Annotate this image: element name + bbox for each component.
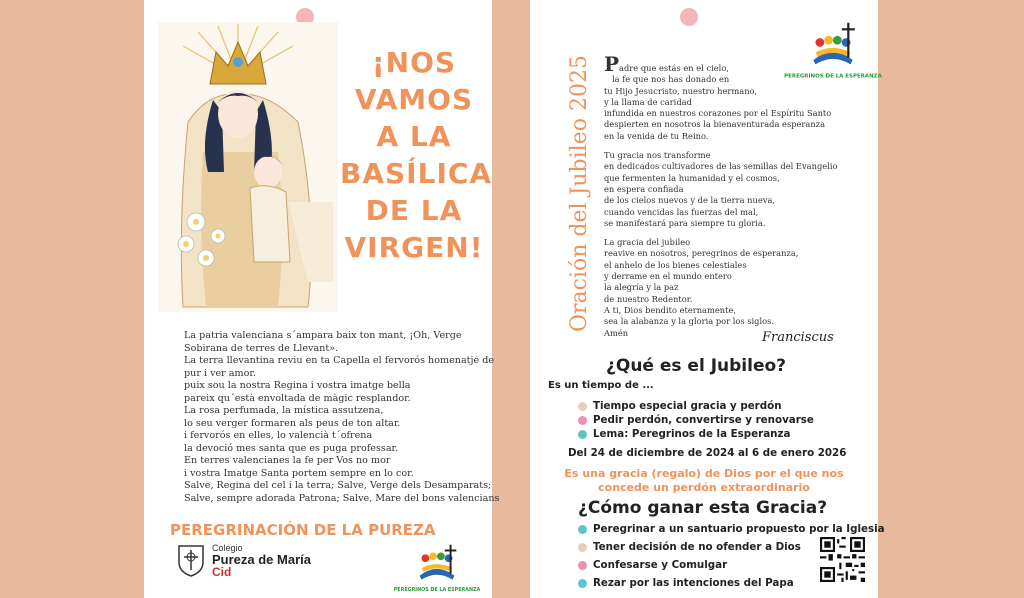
list-item	[578, 427, 814, 441]
list-item-text: Tener decisión de no ofender a Dios	[593, 541, 801, 553]
bullet-dot	[578, 561, 587, 570]
list-item	[578, 520, 885, 538]
headline-line: BASÍLICA	[340, 157, 493, 190]
list-item-text: Pedir perdón, convertirse y renovarse	[593, 414, 814, 426]
prayer-line: infundida en nuestros corazones por el Espíritu Santo	[604, 108, 832, 119]
prayer-line: en dedicados cultivadores de las semillas del Evangelio	[604, 161, 838, 172]
prayer-line: A ti, Dios bendito eternamente,	[604, 304, 736, 315]
pin-decoration	[680, 8, 698, 26]
list-item-text: Peregrinar a un santuario propuesto por la Iglesia	[593, 523, 885, 535]
prayer-line: Tu gracia nos transforme	[604, 150, 711, 161]
prayer-line: en espera confiada	[604, 183, 684, 194]
poem-line: Salve, sempre adorada Patrona; Salve, Mare del bons valencians	[184, 492, 500, 504]
prayer-line: reavive en nosotros, peregrinos de esperanza,	[604, 248, 799, 259]
poem-line: i vostra Imatge Santa portem sempre en lo cor.	[184, 467, 414, 479]
prayer-line: sea la alabanza y la gloria por los siglos.	[604, 316, 775, 327]
qr-code-icon[interactable]	[820, 537, 865, 582]
headline-line: ¡NOS	[371, 46, 457, 79]
poem-line: La patria valenciana s´ampara baix ton mant, ¡Oh, Verge	[184, 330, 462, 341]
grace-line: Es una gracia (regalo) de Dios por el que nos	[564, 467, 844, 480]
pilgrimage-banner: PEREGRINACIÓN DE LA PUREZA	[170, 521, 436, 539]
jubilee-logo-icon	[393, 535, 481, 597]
poem-line: lo seu verger formaren als peus de ton altar.	[184, 417, 401, 429]
poem-line: pareix qu´està envoltada de màgic resplandor.	[184, 392, 411, 404]
list-item-text: Confesarse y Comulgar	[593, 559, 728, 571]
left-flyer	[144, 0, 500, 598]
intro-text: Es un tiempo de ...	[548, 380, 654, 391]
list-item	[578, 413, 814, 427]
question-how-grace: ¿Cómo ganar esta Gracia?	[578, 498, 828, 518]
prayer-line: adre que estás en el cielo,	[619, 63, 729, 73]
valencian-poem	[184, 330, 500, 505]
school-line-cid: Cid	[212, 565, 232, 579]
bullet-dot	[578, 543, 587, 552]
prayer-line: tu Hijo Jesucristo, nuestro hermano,	[604, 85, 758, 96]
headline-line: VAMOS	[354, 83, 474, 116]
poem-line: pur i ver amor.	[184, 367, 256, 379]
poem-line: Sobirana de terres de Llevant».	[184, 342, 339, 354]
question-what-jubilee: ¿Qué es el Jubileo?	[606, 356, 787, 376]
grace-line: concede un perdón extraordinario	[598, 481, 810, 494]
poem-line: la devoció mes santa que es puga professar.	[184, 442, 399, 454]
virgin-illustration	[158, 22, 338, 312]
pope-signature: Franciscus	[762, 330, 834, 345]
poem-line: i fervorós en elles, lo valencià t´ofrena	[184, 430, 373, 441]
prayer-line: cuando vencidas las fuerzas del mal,	[604, 206, 759, 217]
list-item-text: Lema: Peregrinos de la Esperanza	[593, 428, 791, 440]
prayer-line: de nuestro Redentor.	[604, 293, 693, 304]
prayer-line: despierten en nosotros la bienaventurada esperanza	[604, 119, 826, 130]
poem-line: En terres valencianes la fe per Vos no mor	[184, 455, 391, 466]
vertical-title-text: Oración del Jubileo 2025	[567, 55, 592, 332]
prayer-line: Amén	[604, 327, 629, 338]
prayer-line: que fermenten la humanidad y el cosmos,	[604, 172, 780, 183]
vertical-title	[540, 42, 600, 342]
bullet-dot	[578, 430, 587, 439]
list-item-text: Rezar por las intenciones del Papa	[593, 577, 794, 589]
prayer-line: el anhelo de los bienes celestiales	[604, 259, 747, 270]
logo-text: PEREGRINOS DE LA ESPERANZA	[393, 588, 481, 594]
jubilee-dates: Del 24 de diciembre de 2024 al 6 de enero 2026	[568, 447, 847, 459]
poem-line: La rosa perfumada, la mística assutzena,	[184, 405, 384, 416]
list-item-text: Tiempo especial gracia y perdón	[593, 400, 782, 412]
poem-line: La terra llevantina reviu en ta Capella el fervorós homenatje de	[184, 355, 495, 366]
prayer-line: en la venida de tu Reino.	[604, 130, 709, 141]
headline-line: VIRGEN!	[344, 231, 484, 264]
prayer-line: la fe que nos has donado en	[612, 74, 730, 85]
jubilee-list	[578, 399, 814, 441]
right-flyer	[530, 0, 885, 598]
jubilee-logo-icon	[784, 14, 882, 84]
logo-text: PEREGRINOS DE LA ESPERANZA	[784, 73, 882, 80]
list-item	[578, 399, 814, 413]
bullet-dot	[578, 416, 587, 425]
headline	[340, 44, 493, 266]
prayer-line: La gracia del jubileo	[604, 237, 691, 248]
bullet-dot	[578, 525, 587, 534]
school-line-colegio: Colegio	[212, 543, 243, 553]
prayer-line: la alegría y la paz	[604, 282, 679, 293]
prayer-line: y derrame en el mundo entero	[604, 271, 732, 282]
headline-line: DE LA	[365, 194, 463, 227]
school-crest-icon	[176, 542, 206, 578]
poem-line: Salve, Regina del cel i la terra; Salve, Verge dels Desamparats;	[184, 480, 492, 491]
jubilee-prayer	[604, 52, 854, 339]
school-logo	[176, 542, 311, 578]
school-line-name: Pureza de María	[212, 552, 311, 567]
grace-statement	[530, 467, 878, 495]
poem-line: puix sou la nostra Regina i vostra imatge bella	[184, 380, 411, 391]
prayer-line: de los cielos nuevos y de la tierra nueva,	[604, 195, 776, 206]
prayer-line: se manifestará para siempre tu gloria.	[604, 217, 766, 228]
bullet-dot	[578, 402, 587, 411]
prayer-line: y la llama de caridad	[604, 96, 692, 107]
bullet-dot	[578, 579, 587, 588]
prayer-dropcap: P	[604, 52, 620, 76]
headline-line: A LA	[376, 120, 452, 153]
